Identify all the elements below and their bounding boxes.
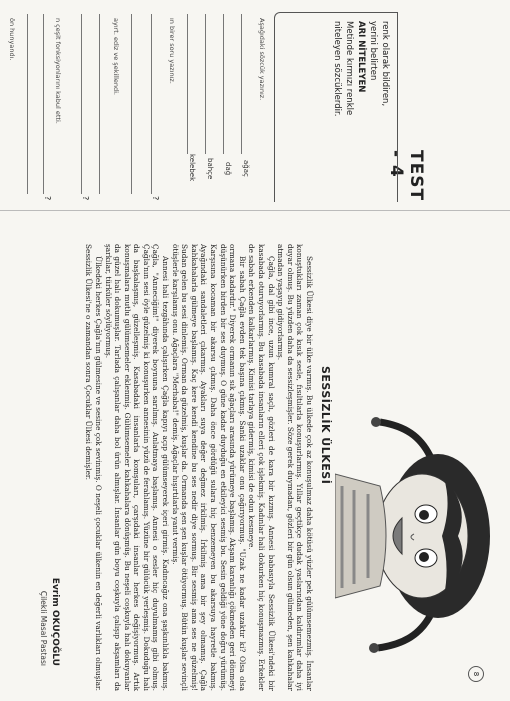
word-label: dağ — [224, 162, 232, 176]
instruction-line: ARI NİTELEYEN — [356, 21, 366, 93]
instruction-line: renk olarak bildiren, — [380, 21, 390, 107]
question-mark: ? — [151, 196, 160, 201]
question-3: ayırt. ediz ve şekillendi. — [112, 18, 120, 95]
book-title: Çilekli Masal Pastası — [39, 590, 48, 666]
instruction-line: niteleyen sözcüklerdir. — [332, 21, 342, 117]
word-label: ağaç — [242, 160, 250, 177]
test-title: TEST - 4 — [386, 150, 426, 202]
story-text — [84, 244, 314, 691]
answer-line — [131, 14, 132, 194]
instruction-line: yerini belirten — [368, 21, 378, 81]
answer-line — [241, 14, 242, 154]
answer-line — [99, 14, 100, 194]
answer-line — [205, 14, 206, 154]
word-label: kelebek — [188, 154, 196, 182]
worksheet-panel — [0, 0, 510, 211]
story-paragraph: Çağla, dal gibi ince, uzun kumral saçlı, gözleri de kara bir kızmış. Annesi babasıyla Sessizlik Ülkesi'ndeki bir kasabada oturuyorlarmış. Bu kasabada insanların elleri çok işlekmiş. Kadınlar hali dokurken hiç konuşmazmış. Erkekler de sabah erkenden kalkarlarmış. Kimisi tarlaya gidermiş, kimisi de odun kesmeye. — [247, 244, 276, 691]
story-paragraph: Ülkedeki herkes Çağla'nın gülmesine ve sesine çok sevinmiş. O neşeli çocuklar ülkenin en değerli varlıkları olmuşlar. Sessizlik Ülkesi'ne o zamandan sonra Çocuklar Ülkesi demişler. — [84, 244, 103, 691]
question-2: ın birer soru yazınız. — [168, 18, 176, 84]
question-1: Aşağıdaki sözcük yazınız. — [258, 18, 266, 101]
answer-line — [43, 14, 44, 194]
answer-line — [151, 14, 152, 194]
instruction-box — [274, 12, 398, 202]
instruction-line: Metinde kırmızı renkle — [344, 21, 354, 116]
question-5: ön hunyandı. — [8, 18, 16, 61]
story-paragraph: Annesi hali tezgâhında çalışırken Çağla kapıyı açıp gülümseyerek içeri girmiş. Kadıncağız ona şaşkınlıkla bakmış. Çağla, "Anneciğim!" diyerek boynuna sarılmış. Anlatmaya başlamış. Annesi o sesler hiç duyulmamış gibi olmuş. Çağla'nın sesi öyle güzelmiş ki konuşurken annesinin yüzü de ferahlamış. Yüzüne bir gülücük yerleşmiş. Dokuduğu halı da başkalaşmış, güzelleşmiş. Kasabadaki insanlarla komşuları, çarşıdaki insanlar herkes değişiyormuş. Artık konuşmalara mutlu gülümsemeler eklenmiş. Gülümsemeler kahkahalara dönüşmüş. Bu neşeli coşkuyla halı dokuyanlar da güzel halı dokumuşlar. Tarlada çalışanlar daha bol ürün almışlar. İnsanlar gün boyu coşkuyla çalışıp akşamları da şarkılar, türküler söylüyormuş. — [103, 244, 171, 691]
story-paragraph: Sessizlik Ülkesi diye bir ülke varmış. Bu ülkede çok az konuşulmaz daha kötüsü yüzler pek gülümsemezmiş. İnsanlar konuştukları zaman çok kısık sesle, fısıltılarla konuşurlarmış. Yıllar geçtikçe dudak yaslarından kaldırımlar daha iyi duyar olmuş. Bu yüzden daha da sessizleşmişler. Söze gerek duymadan, gözleri bir gün olsun gülmeden, şen kahkahalar atmadan yaşayıp gidiyorlarmış. — [276, 244, 314, 691]
story-panel — [5, 216, 500, 696]
answer-line — [223, 14, 224, 154]
story-title: SESSİZLİK ÜLKESİ — [319, 366, 332, 485]
question-mark: ? — [43, 196, 52, 201]
story-paragraph: Bir sabah Çağla evden tek başına çıkmış. Sanki uzaklar onu çağırıyormuş. "Uzak ne kadar uzaktır ki? Olsa olsa ormana kadardır." Diyerek ormanın sık ağaçları arasında yürümeye başlamış. Akşam karanlığı çökmeden geri dönmeyi düşünürken birden bir ses duymuş. O güne kadar duyduğu en etkileyici sesmiş bu. Sesin geldiği yöne doğru yürümüş. Karşısına kocaman bir akarsu çıkmış. Daha önce gördüğü sulara hiç benzemeyen bu akarsuya hayretle bakmış. Ayağındaki sandaletleri çıkarmış. Ayakları suya değer değmez irkilmiş. İrkilmiş ama bir şey olmamış. Çağla kahkahalarla gülmeye başlamış. Kaç kere kendi kendine bu ses nedir diye sormuş. Bir sesmiş ama ses ne güzelmiş! Sudan gelen bu sesi dinlemiş. Orman da güzelmiş, kuşlar da. Ormanda şen şen kuşlar ötüyormuş. Bütün kuşlar sevinçli ötüşlerle karşılamış onu. Ağaçlara "Merhaba!" demiş. Ağaçlar hışırtılarla yanıt vermiş. — [170, 244, 247, 691]
word-label: bahçe — [206, 158, 214, 180]
girl-illustration — [335, 416, 500, 656]
answer-line — [187, 14, 188, 154]
question-4: n çeşit fonksiyonlarını kabul etti. — [54, 18, 62, 124]
author-name: Evrim OKUÇOĞLU — [50, 577, 60, 666]
answer-line — [81, 14, 82, 194]
answer-line — [27, 14, 28, 194]
page-number: 8 — [468, 666, 484, 682]
question-mark: ? — [81, 196, 90, 201]
